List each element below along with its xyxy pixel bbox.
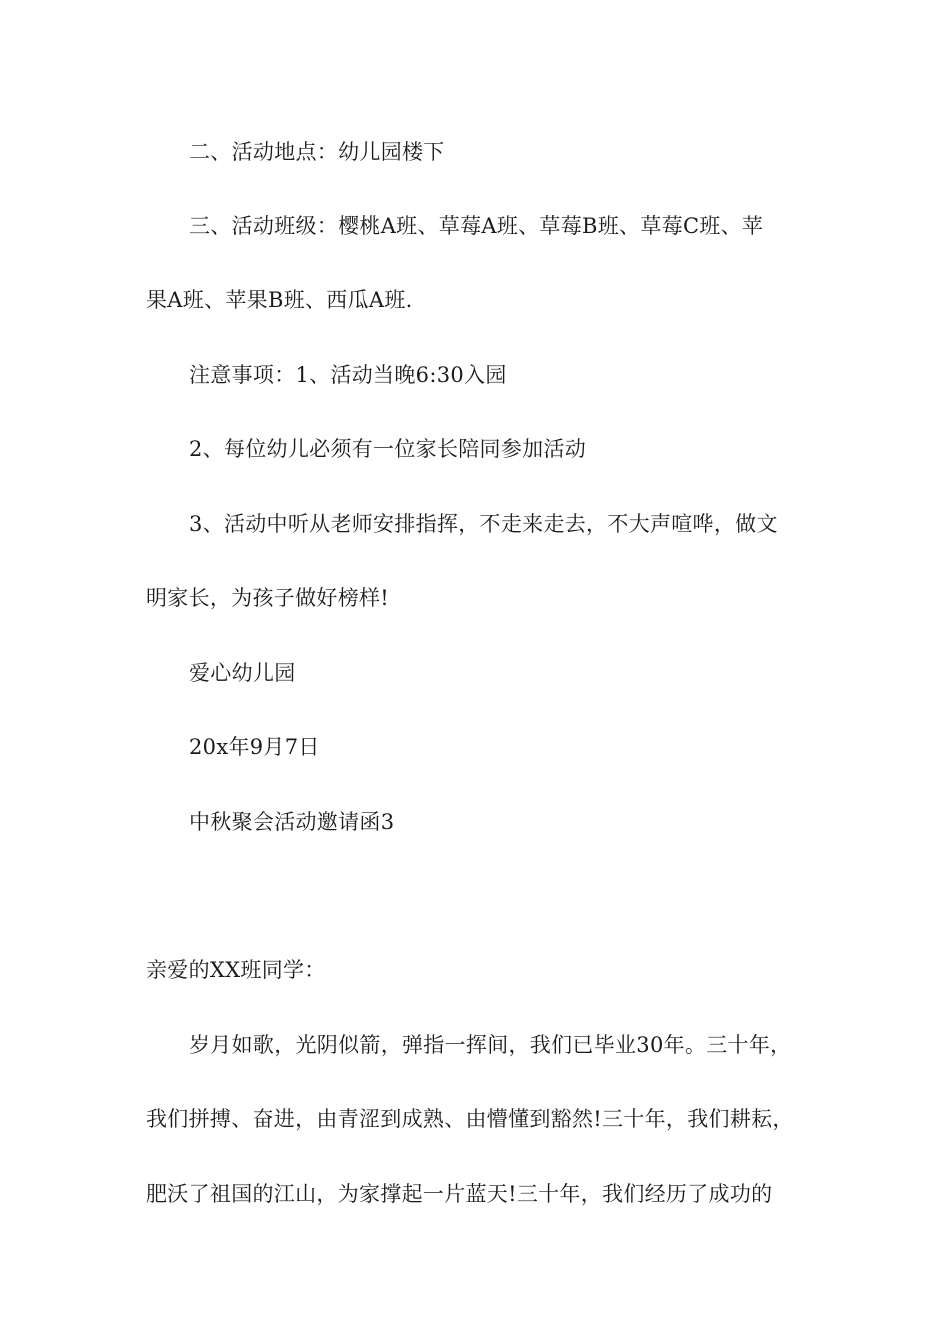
letter-body-line-3: 肥沃了祖国的江山，为家撑起一片蓝天!三十年，我们经历了成功的	[146, 1182, 773, 1206]
letter-body-line-1: 岁月如歌，光阴似箭，弹指一挥间，我们已毕业30年。三十年，	[189, 1033, 792, 1057]
paragraph-activity-classes-continued: 果A班、苹果B班、西瓜A班.	[146, 288, 413, 312]
paragraph-notes-3: 3、活动中听从老师安排指挥，不走来走去，不大声喧哗，做文	[189, 512, 778, 536]
paragraph-activity-classes: 三、活动班级：樱桃A班、草莓A班、草莓B班、草莓C班、苹	[189, 214, 764, 238]
paragraph-notes-3-continued: 明家长，为孩子做好榜样!	[146, 586, 390, 610]
paragraph-activity-location: 二、活动地点：幼儿园楼下	[189, 140, 445, 164]
signature-date: 20x年9月7日	[189, 735, 320, 759]
letter-salutation: 亲爱的XX班同学：	[146, 958, 326, 982]
section-title: 中秋聚会活动邀请函3	[189, 810, 395, 834]
paragraph-notes-2: 2、每位幼儿必须有一位家长陪同参加活动	[189, 437, 587, 461]
letter-body-line-2: 我们拼搏、奋进，由青涩到成熟、由懵懂到豁然!三十年，我们耕耘，	[146, 1107, 794, 1131]
paragraph-notes-1: 注意事项：1、活动当晚6:30入园	[189, 363, 507, 387]
signature-organization: 爱心幼儿园	[189, 661, 296, 685]
